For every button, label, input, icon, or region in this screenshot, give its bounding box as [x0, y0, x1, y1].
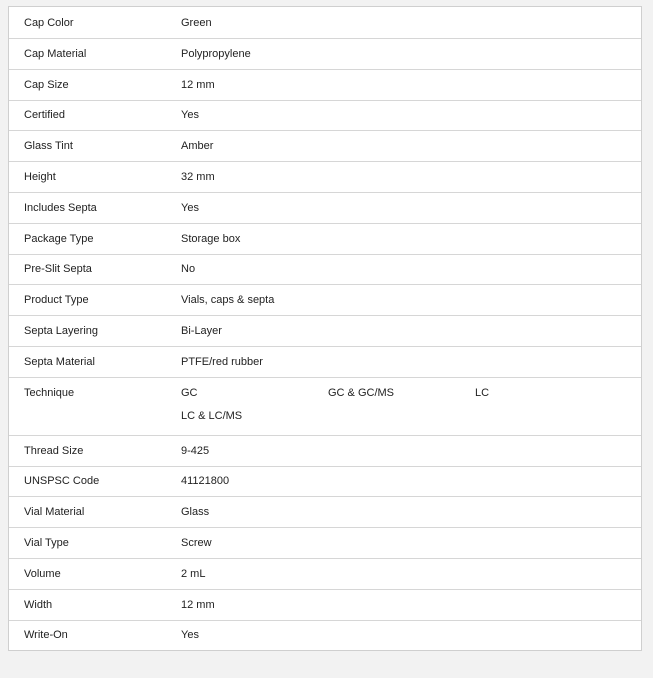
spec-row-includes-septa — [9, 192, 641, 223]
spec-label: Pre-Slit Septa — [24, 263, 92, 276]
spec-label: Thread Size — [24, 444, 84, 457]
spec-value: Green — [181, 16, 212, 29]
specifications-table — [8, 6, 642, 651]
spec-label: Septa Layering — [24, 325, 98, 338]
spec-row-width — [9, 589, 641, 620]
spec-row-cap-material — [9, 38, 641, 69]
spec-value: No — [181, 263, 196, 276]
spec-label: Includes Septa — [24, 201, 97, 214]
spec-label: Cap Size — [24, 78, 69, 91]
spec-value: Screw — [181, 537, 212, 550]
spec-row-unspsc-code — [9, 466, 641, 497]
technique-value: LC — [475, 386, 490, 399]
spec-row-product-type — [9, 284, 641, 315]
spec-row-vial-material — [9, 496, 641, 527]
spec-value: 9-425 — [181, 444, 210, 457]
spec-value: Storage box — [181, 232, 241, 245]
technique-value: LC & LC/MS — [181, 409, 243, 422]
technique-values — [181, 387, 641, 422]
spec-row-septa-layering — [9, 315, 641, 346]
spec-row-cap-size — [9, 69, 641, 100]
spec-label: Product Type — [24, 294, 89, 307]
spec-row-thread-size — [9, 435, 641, 466]
spec-label: Technique — [24, 386, 75, 399]
spec-row-package-type — [9, 223, 641, 254]
spec-row-glass-tint — [9, 130, 641, 161]
technique-value: GC — [181, 386, 198, 399]
spec-value: 41121800 — [181, 475, 230, 488]
spec-row-vial-type — [9, 527, 641, 558]
spec-row-cap-color — [9, 7, 641, 38]
spec-label: Vial Material — [24, 506, 85, 519]
spec-value: PTFE/red rubber — [181, 355, 263, 368]
spec-value: Polypropylene — [181, 47, 251, 60]
spec-label: Cap Material — [24, 47, 87, 60]
spec-label: Volume — [24, 567, 61, 580]
spec-label: Vial Type — [24, 537, 69, 550]
spec-value: Bi-Layer — [181, 325, 222, 338]
spec-label: Write-On — [24, 629, 68, 642]
spec-label: Septa Material — [24, 355, 95, 368]
spec-value: Amber — [181, 140, 214, 153]
spec-label: UNSPSC Code — [24, 475, 100, 488]
spec-value: Yes — [181, 201, 199, 214]
spec-label: Package Type — [24, 232, 94, 245]
spec-value: Yes — [181, 629, 199, 642]
spec-value — [166, 387, 641, 422]
spec-label: Cap Color — [24, 16, 74, 29]
technique-value: GC & GC/MS — [328, 386, 395, 399]
spec-value: 12 mm — [181, 78, 215, 91]
spec-value: Glass — [181, 506, 210, 519]
spec-label: Width — [24, 598, 53, 611]
spec-value: Yes — [181, 109, 199, 122]
spec-row-volume — [9, 558, 641, 589]
spec-value: 32 mm — [181, 171, 215, 184]
spec-row-pre-slit-septa — [9, 254, 641, 285]
spec-row-septa-material — [9, 346, 641, 377]
spec-row-technique — [9, 377, 641, 435]
spec-row-height — [9, 161, 641, 192]
spec-value: Vials, caps & septa — [181, 294, 275, 307]
spec-label: Glass Tint — [24, 140, 73, 153]
spec-row-write-on — [9, 620, 641, 651]
spec-label: Height — [24, 171, 56, 184]
spec-value: 2 mL — [181, 567, 206, 580]
spec-row-certified — [9, 100, 641, 131]
spec-value: 12 mm — [181, 598, 215, 611]
spec-label: Certified — [24, 109, 65, 122]
